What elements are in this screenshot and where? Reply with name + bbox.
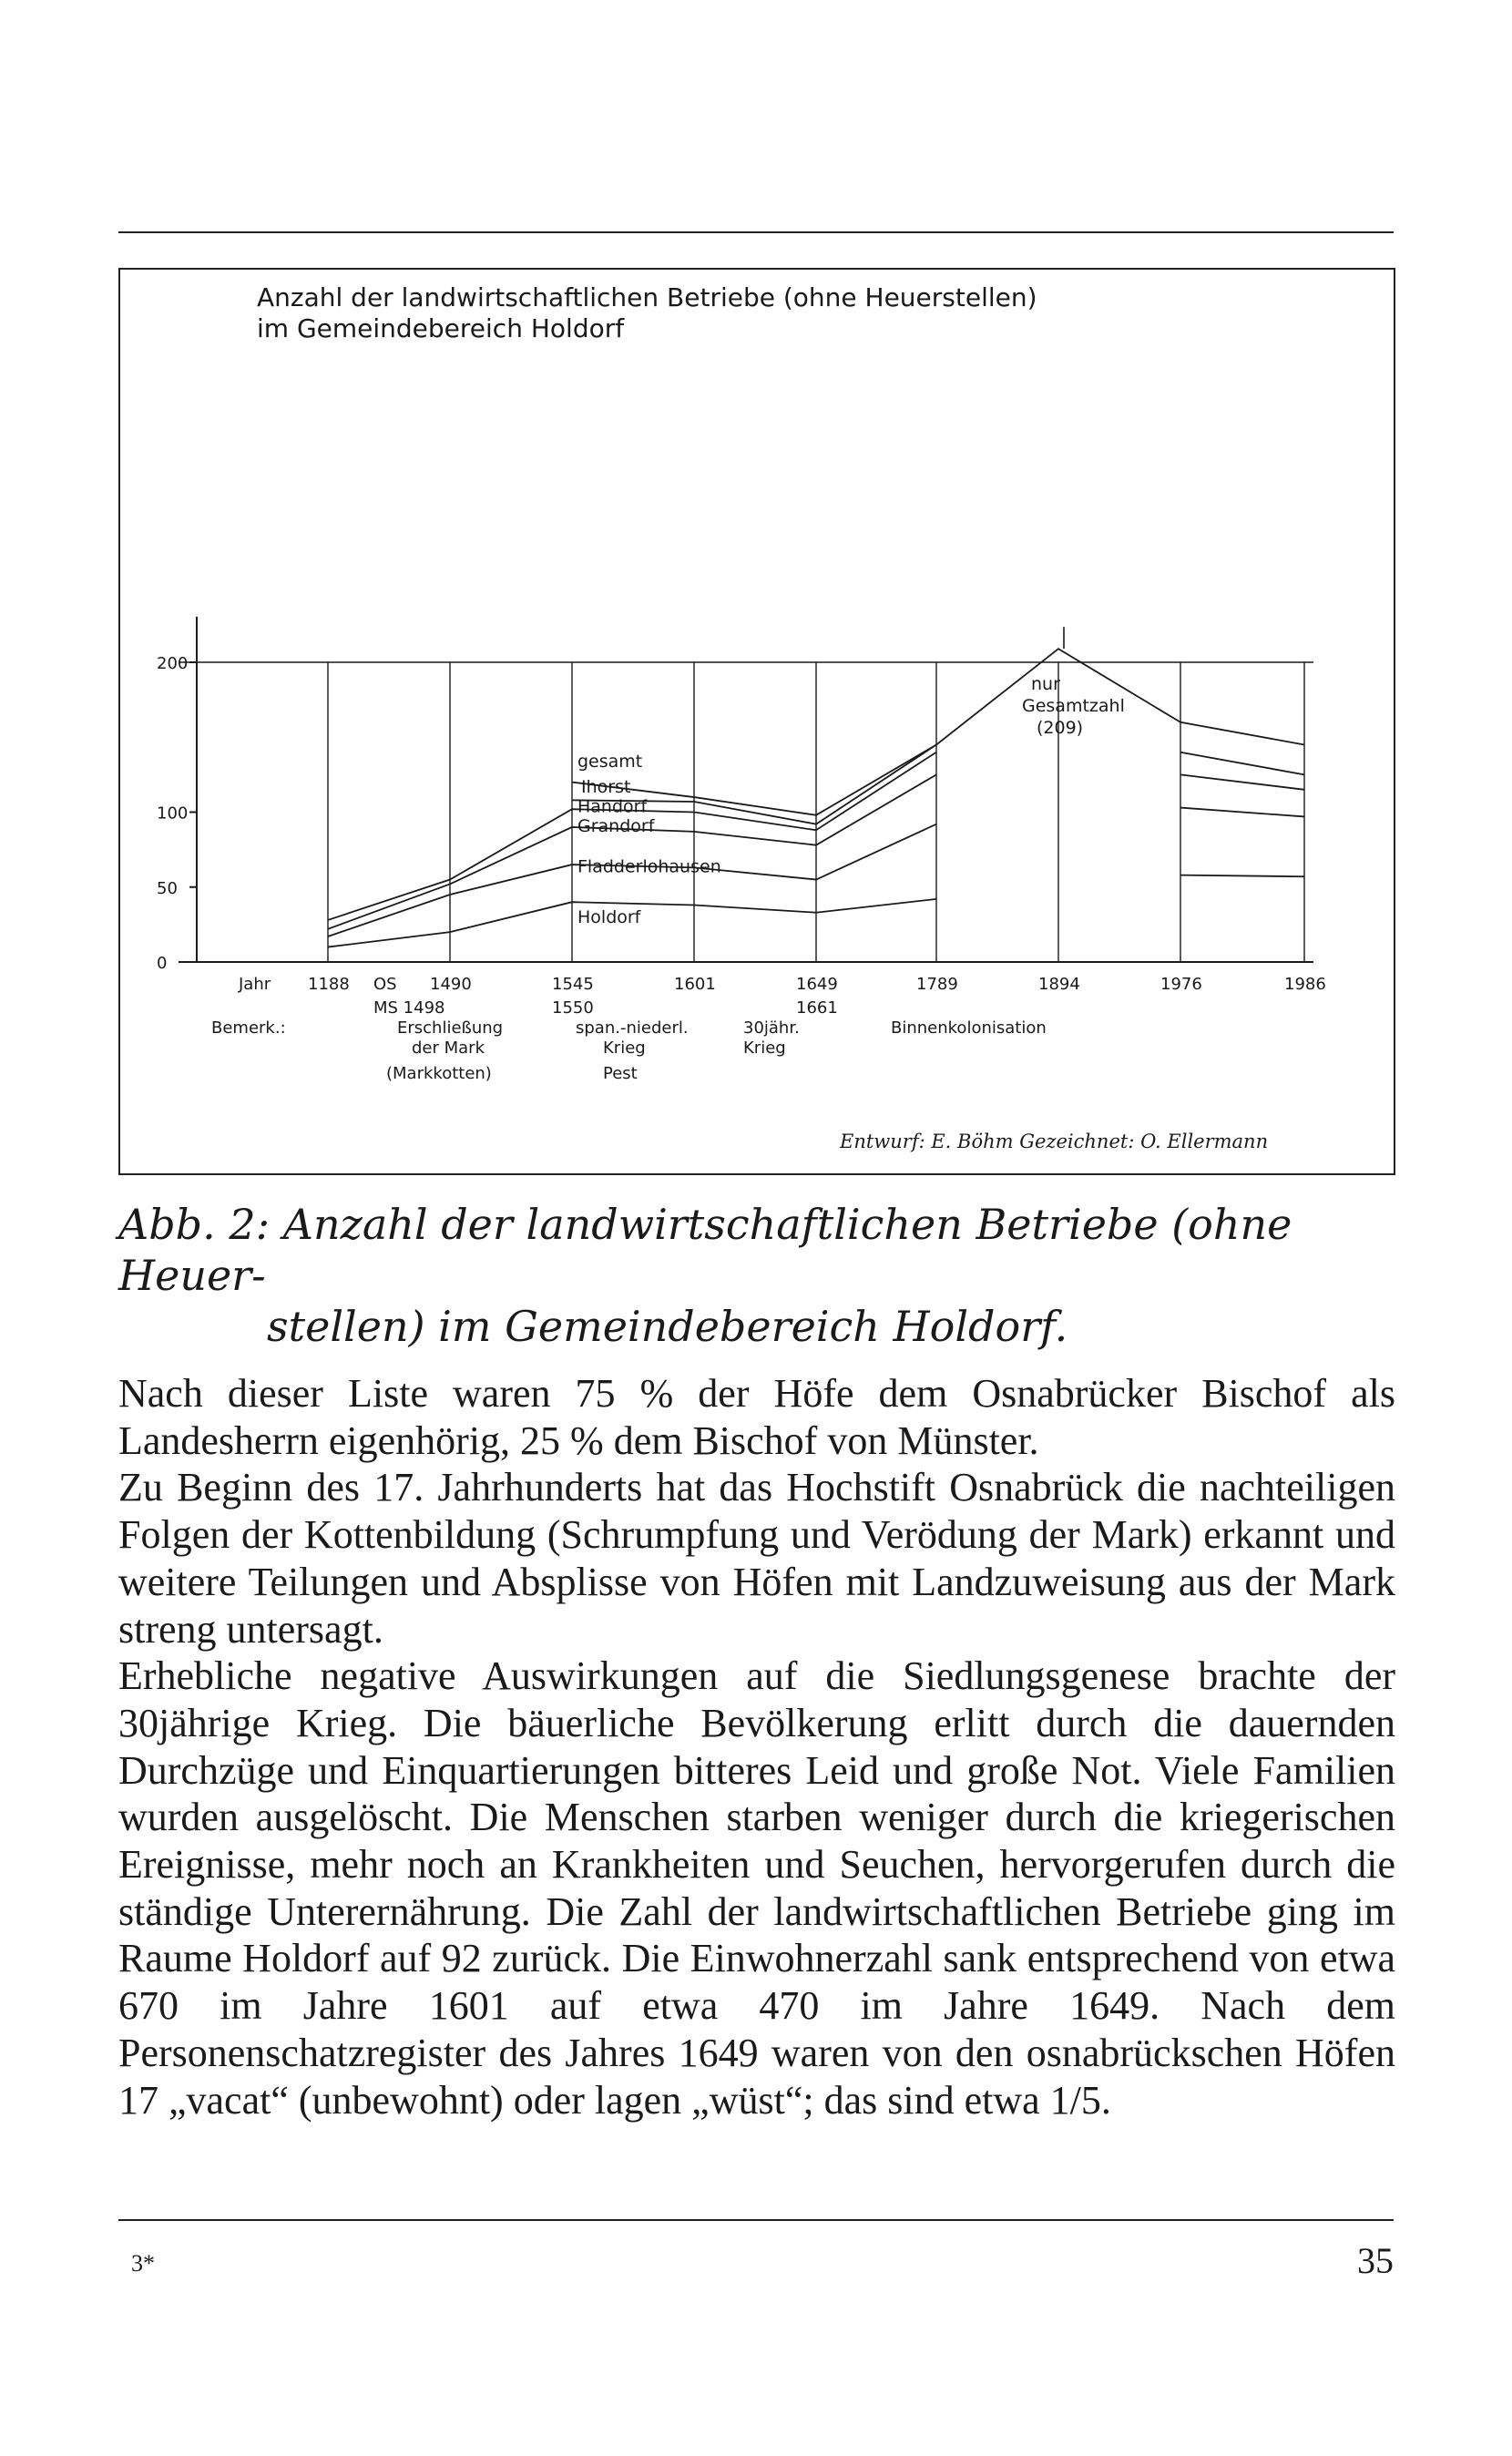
- paragraph-2: Zu Beginn des 17. Jahrhunderts hat das Hochstift Osnabrück die nachteiligen Folgen der Kottenbildung (Schrumpfung und Verödung der Mark) erkannt und weitere Teilungen und Absplisse von Höfen mit Landzuweisung aus der Mark streng untersagt.: [118, 1465, 1395, 1652]
- y-tick-label-50: 50: [157, 878, 178, 898]
- x-tick-label-1976: 1976: [1160, 975, 1202, 994]
- figure-caption: [118, 1199, 1412, 1352]
- x-tick-label-1490: 1490: [430, 975, 472, 994]
- remark-markkotten: (Markkotten): [386, 1064, 492, 1083]
- chart-title-line1: Anzahl der landwirtschaftlichen Betriebe (ohne Heuerstellen): [257, 282, 1037, 312]
- x-row-label: Jahr: [239, 975, 271, 994]
- chart-svg: [120, 270, 1397, 1177]
- chart-labels: [211, 627, 1326, 1083]
- x-tick-label-1601: 1601: [674, 975, 716, 994]
- label-holdorf: Holdorf: [577, 907, 641, 928]
- label-grandorf: Grandorf: [577, 815, 655, 836]
- series-line-fladderlohausen: [1180, 875, 1304, 877]
- x-secondary-label-0: OS: [373, 975, 397, 994]
- top-rule: [118, 231, 1394, 233]
- x-tick-label-1545: 1545: [552, 975, 594, 994]
- annotation-209: (209): [1037, 718, 1084, 738]
- caption-line2: stellen) im Gemeindebereich Holdorf.: [267, 1302, 1068, 1351]
- label-fladderlohausen: Fladderlohausen: [577, 856, 721, 877]
- remark-erschliessung: Erschließung: [397, 1018, 504, 1038]
- remark-krieg-1: Krieg: [603, 1039, 646, 1058]
- grid-lines: [179, 662, 1313, 962]
- series-line-ihorst: [1180, 752, 1304, 775]
- series-line-grandorf: [1180, 808, 1304, 817]
- x-tick-label-1986: 1986: [1284, 975, 1326, 994]
- body-text: [118, 1370, 1395, 2123]
- x-secondary-label-3: 1661: [796, 998, 838, 1018]
- x-tick-label-1894: 1894: [1038, 975, 1080, 994]
- bottom-rule: [118, 2219, 1394, 2221]
- remark-krieg-2: Krieg: [743, 1039, 786, 1058]
- paragraph-3: Erhebliche negative Auswirkungen auf die Siedlungsgenese brachte der 30jährige Krieg. Die bäuerliche Bevölkerung erlitt durch die dauernden Durchzüge und Einquartierungen bitteres Leid und große Not. Viele Familien wurden ausgelöscht. Die Menschen starben weniger durch die kriegerischen Ereignisse, mehr noch an Krankheiten und Seuchen, hervorgerufen durch die ständige Unterernährung. Die Zahl der landwirtschaftlichen Betriebe ging im Raume Holdorf auf 92 zurück. Die Einwohnerzahl sank entsprechend von etwa 670 im Jahre 1601 auf etwa 470 im Jahre 1649. Nach dem Personenschatzregister des Jahres 1649 waren von den osnabrückschen Höfen 17 „vacat“ (unbewohnt) oder lagen „wüst“; das sind etwa 1/5.: [118, 1653, 1395, 2123]
- x-secondary-label-1: MS 1498: [373, 998, 445, 1018]
- paragraph-1: Nach dieser Liste waren 75 % der Höfe dem Osnabrücker Bischof als Landesherrn eigenhörig, 25 % dem Bischof von Münster.: [118, 1371, 1395, 1463]
- label-handorf: Handorf: [577, 796, 648, 817]
- x-tick-label-1789: 1789: [916, 975, 958, 994]
- y-tick-label-200: 200: [157, 654, 189, 673]
- page-number: 35: [1357, 2240, 1394, 2281]
- annotation-nur: nur: [1031, 674, 1060, 694]
- remark-der-mark: der Mark: [412, 1039, 485, 1058]
- caption-label: Abb. 2:: [118, 1200, 271, 1249]
- y-tick-label-0: 0: [157, 954, 168, 973]
- figure-credit: Entwurf: E. Böhm Gezeichnet: O. Ellermann: [840, 1131, 1269, 1152]
- remark-binnenkolonisation: Binnenkolonisation: [891, 1018, 1047, 1038]
- y-tick-label-100: 100: [157, 803, 189, 824]
- chart-title-line2: im Gemeindebereich Holdorf: [257, 313, 625, 343]
- remark-30jahr: 30jähr.: [743, 1018, 800, 1038]
- remark-pest: Pest: [603, 1064, 638, 1083]
- caption-line1: Anzahl der landwirtschaftlichen Betriebe (ohne Heuer-: [118, 1200, 1292, 1300]
- x-secondary-label-2: 1550: [552, 998, 594, 1018]
- series-line-handorf: [1180, 774, 1304, 789]
- remark-label: Bemerk.:: [211, 1018, 286, 1038]
- label-gesamt: gesamt: [577, 752, 643, 773]
- signature-mark: 3*: [131, 2250, 155, 2277]
- x-tick-label-1188: 1188: [308, 975, 350, 994]
- remark-span-niederl: span.-niederl.: [576, 1018, 689, 1038]
- figure-frame: [118, 268, 1395, 1175]
- x-tick-label-1649: 1649: [796, 975, 838, 994]
- annotation-gesamtzahl: Gesamtzahl: [1022, 696, 1125, 716]
- series-line-gesamt: [572, 649, 1304, 815]
- label-ihorst: Ihorst: [581, 777, 631, 798]
